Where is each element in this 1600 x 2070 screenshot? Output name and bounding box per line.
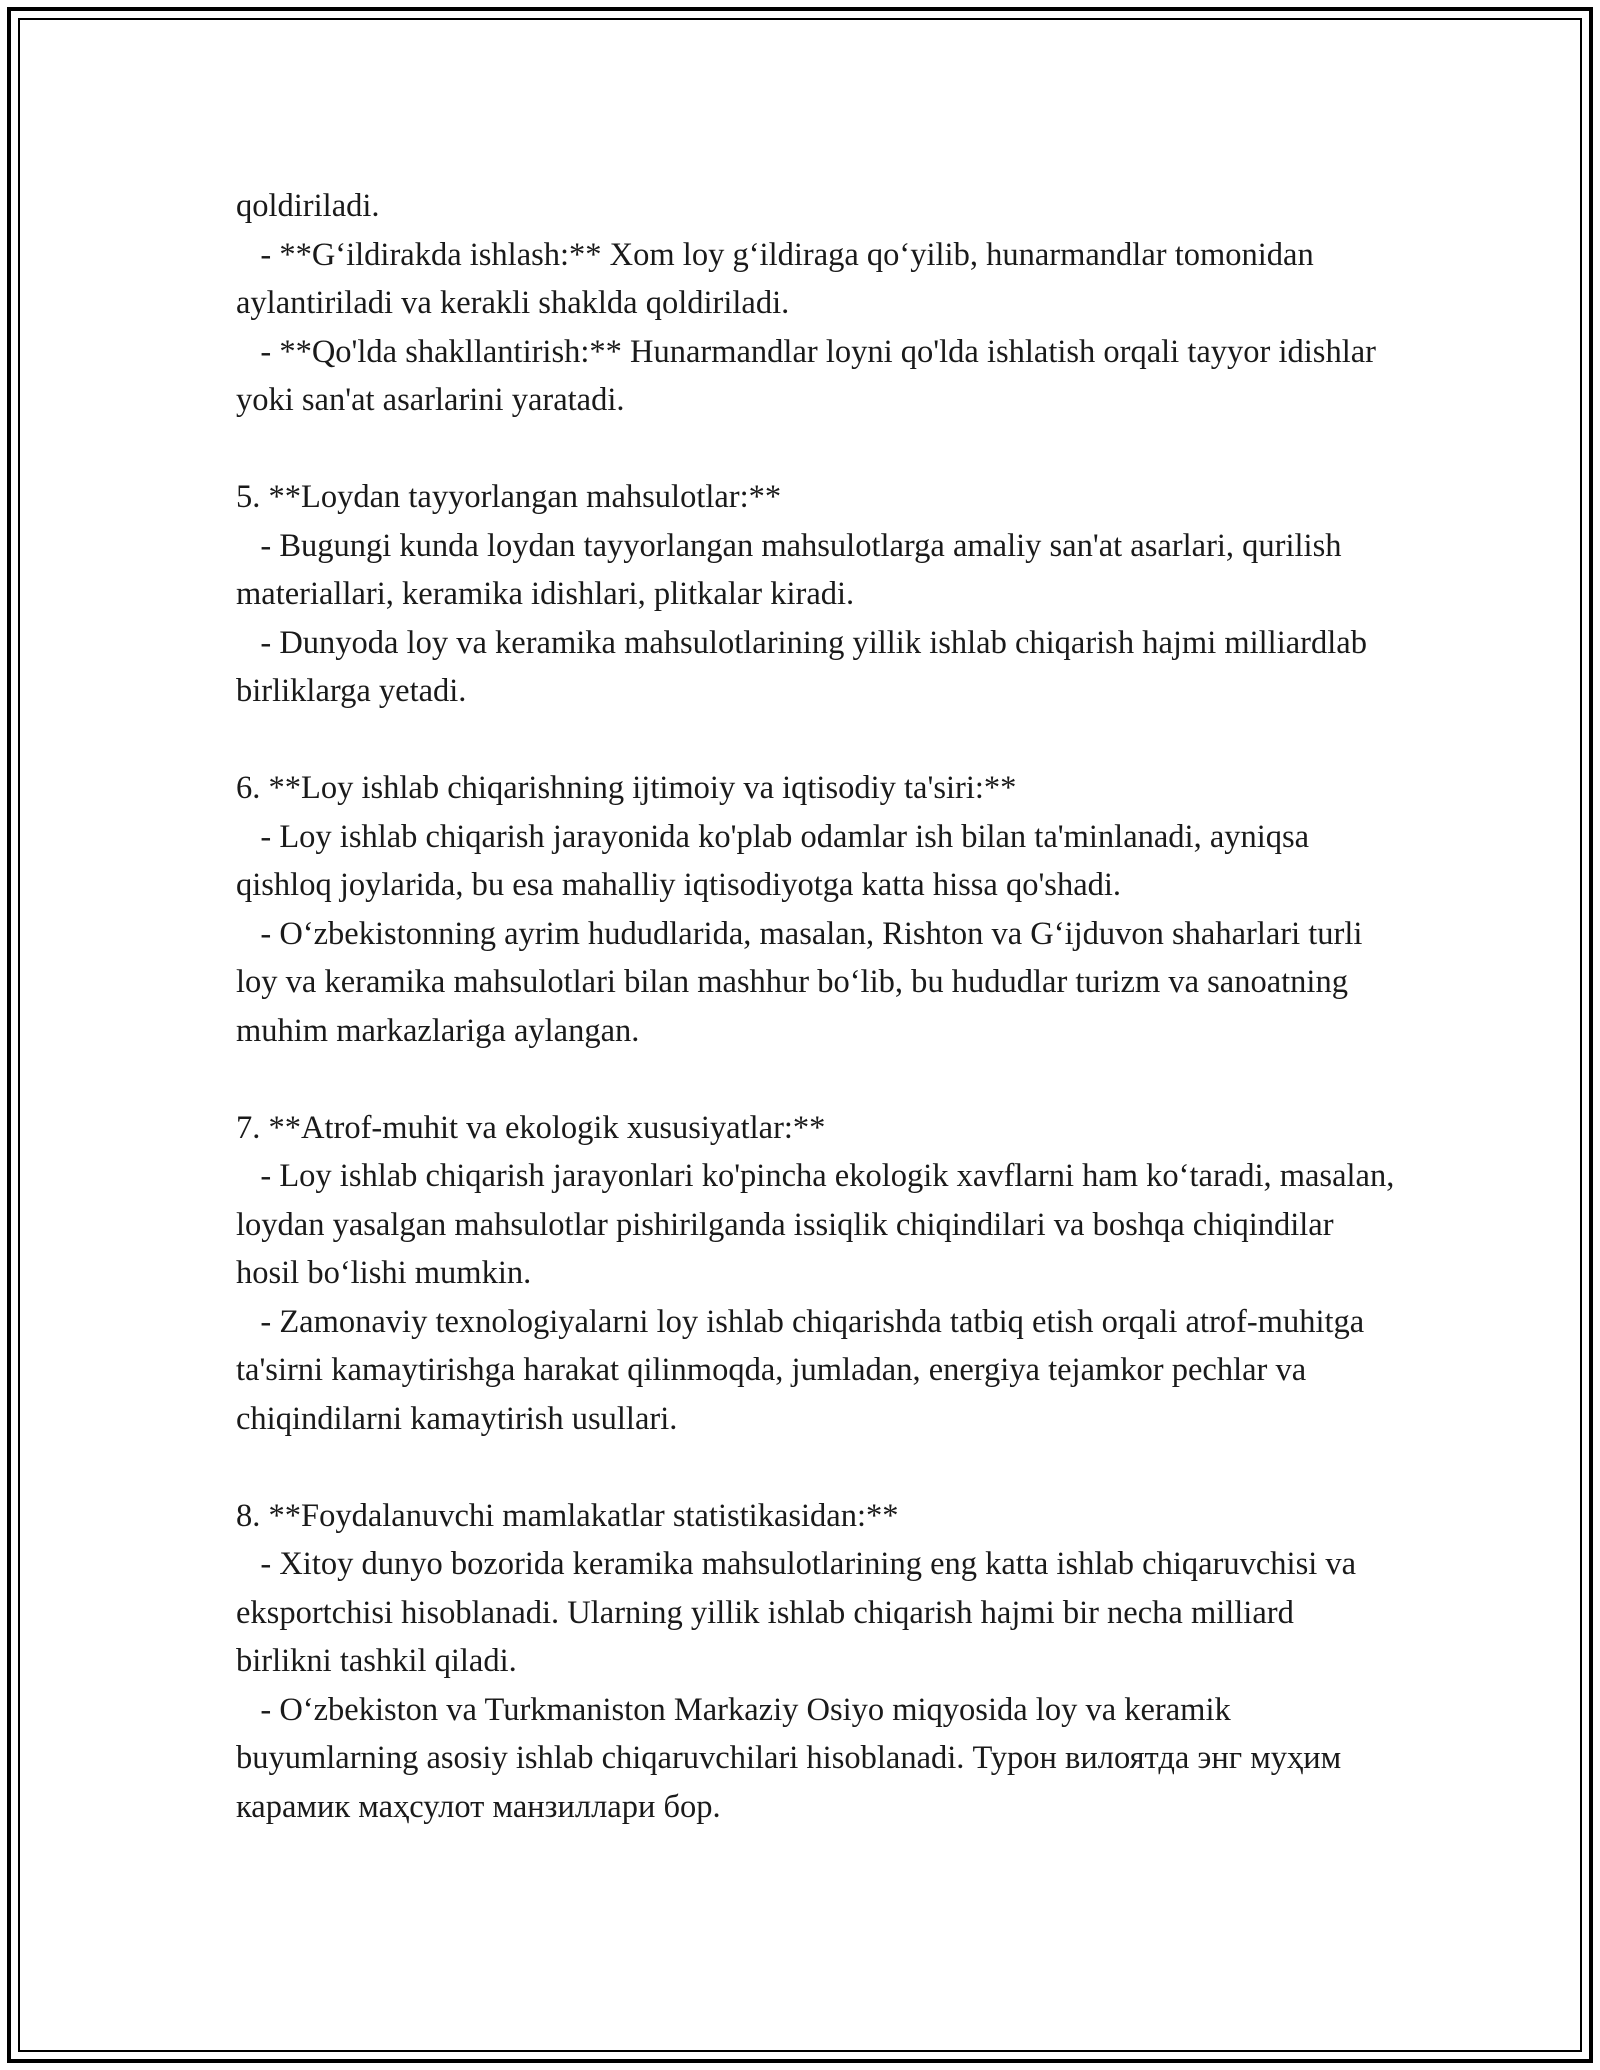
paragraph: - Loy ishlab chiqarish jarayonida ko'plab odamlar ish bilan ta'minlanadi, ayniqsa qishloq joylarida, bu esa mahalliy iqtisodiyotga katta hissa qo'shadi. xyxy=(236,818,1318,903)
paragraph-gap xyxy=(236,716,1396,765)
paragraph: - Xitoy dunyo bozorida keramika mahsulotlarining eng katta ishlab chiqaruvchisi va eksportchisi hisoblanadi. Ularning yillik ishlab chiqarish hajmi bir necha milliard birlikni tashkil qiladi. xyxy=(236,1546,1365,1679)
paragraph: - **Qo'lda shakllantirish:** Hunarmandlar loyni qo'lda ishlatish orqali tayyor idishlar yoki san'at asarlarini yaratadi. xyxy=(236,333,1385,418)
paragraph: - **G‘ildirakda ishlash:** Xom loy g‘ildiraga qo‘yilib, hunarmandlar tomonidan aylantiriladi va kerakli shaklda qoldiriladi. xyxy=(236,236,1322,321)
paragraph: - Zamonaviy texnologiyalarni loy ishlab chiqarishda tatbiq etish orqali atrof-muhitga ta'sirni kamaytirishga harakat qilinmoqda, jumladan, energiya tejamkor pechlar va chiqindilarni kamaytirish usullari. xyxy=(236,1303,1373,1437)
paragraph: qoldiriladi. xyxy=(236,188,380,224)
paragraph-gap xyxy=(236,1443,1396,1492)
paragraph: - O‘zbekistonning ayrim hududlarida, masalan, Rishton va G‘ijduvon shaharlari turli loy va keramika mahsulotlari bilan mashhur bo‘lib, bu hududlar turizm va sanoatning muhim markazlariga aylangan. xyxy=(236,915,1371,1049)
paragraph-gap xyxy=(236,425,1396,474)
document-body xyxy=(236,182,1403,1831)
paragraph-gap xyxy=(236,1055,1396,1104)
section-heading: 8. **Foydalanuvchi mamlakatlar statistikasidan:** xyxy=(236,1497,899,1534)
paragraph: - O‘zbekiston va Turkmaniston Markaziy Osiyo miqyosida loy va keramik buyumlarning asosiy ishlab chiqaruvchilari hisoblanadi. Турон вилоятда энг муҳим карамик маҳсулот манзиллари бор. xyxy=(236,1691,1350,1825)
paragraph: - Loy ishlab chiqarish jarayonlari ko'pincha ekologik xavflarni ham ko‘taradi, masalan, loydan yasalgan mahsulotlar pishirilganda issiqlik chiqindilari va boshqa chiqindilar hosil bo‘lishi mumkin. xyxy=(236,1158,1403,1291)
paragraph: - Dunyoda loy va keramika mahsulotlarining yillik ishlab chiqarish hajmi milliardlab birliklarga yetadi. xyxy=(236,624,1376,709)
paragraph: - Bugungi kunda loydan tayyorlangan mahsulotlarga amaliy san'at asarlari, qurilish materiallari, keramika idishlari, plitkalar kiradi. xyxy=(236,527,1350,612)
section-heading: 5. **Loydan tayyorlangan mahsulotlar:** xyxy=(236,479,782,515)
section-heading: 6. **Loy ishlab chiqarishning ijtimoiy va iqtisodiy ta'siri:** xyxy=(236,770,1017,806)
section-heading: 7. **Atrof-muhit va ekologik xususiyatlar:** xyxy=(236,1109,826,1146)
